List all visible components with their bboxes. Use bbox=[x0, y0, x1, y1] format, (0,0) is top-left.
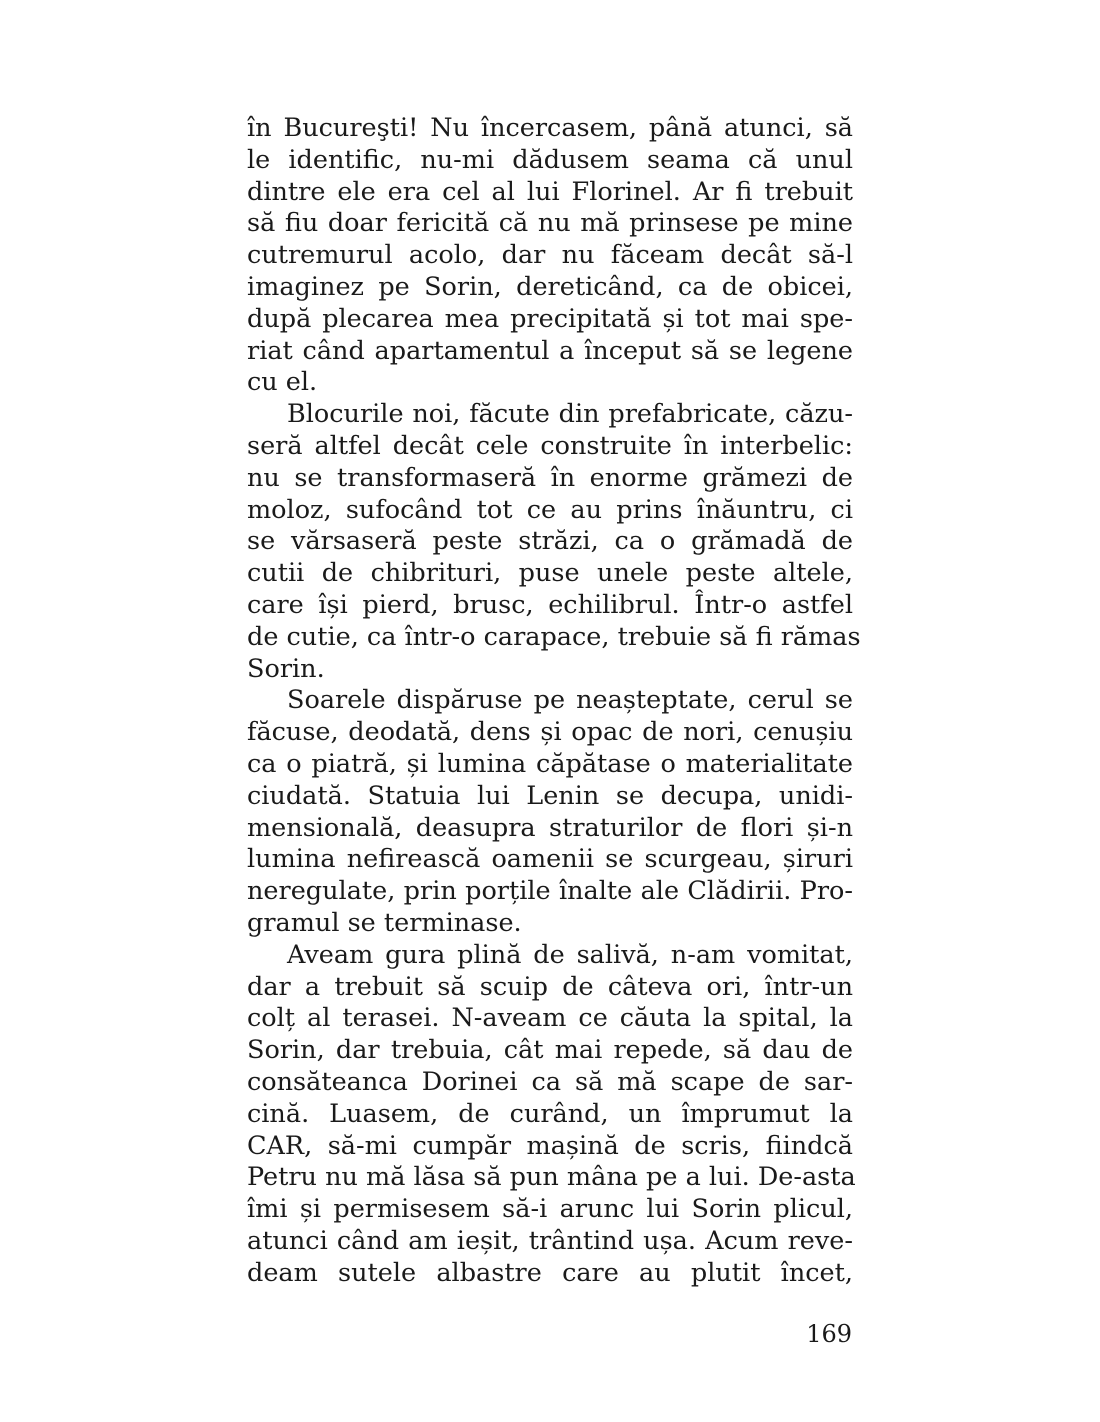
text-line: se vărsaseră peste străzi, ca o grămadă de bbox=[247, 526, 853, 557]
text-line: Blocurile noi, făcute din prefabricate, căzu- bbox=[287, 399, 853, 430]
text-line: nu se transformaseră în enorme grămezi de bbox=[247, 462, 853, 493]
text-line: care își pierd, brusc, echilibrul. Într-o astfel bbox=[247, 589, 853, 620]
text-line: de cutie, ca într-o carapace, trebuie să fi rămas bbox=[247, 621, 861, 652]
text-line: cu el. bbox=[247, 367, 318, 398]
text-line: dintre ele era cel al lui Florinel. Ar fi trebuit bbox=[247, 176, 853, 207]
text-line: Sorin, dar trebuia, cât mai repede, să dau de bbox=[247, 1035, 853, 1066]
text-line: făcuse, deodată, dens și opac de nori, cenușiu bbox=[247, 717, 853, 748]
text-line: Sorin. bbox=[247, 653, 325, 684]
text-line: Aveam gura plină de salivă, n-am vomitat, bbox=[287, 939, 853, 970]
text-line: mensională, deasupra straturilor de flori și-n bbox=[247, 812, 853, 843]
page-body bbox=[247, 113, 861, 1289]
text-line: deam sutele albastre care au plutit încet, bbox=[247, 1257, 853, 1288]
text-line: le identific, nu-mi dădusem seama că unul bbox=[247, 144, 853, 175]
text-line: seră altfel decât cele construite în interbelic: bbox=[247, 430, 853, 461]
text-line: în Bucureşti! Nu încercasem, până atunci, să bbox=[247, 113, 853, 143]
text-line: moloz, sufocând tot ce au prins înăuntru, ci bbox=[247, 494, 853, 525]
text-line: imaginez pe Sorin, dereticând, ca de obicei, bbox=[247, 271, 853, 302]
text-line: îmi și permisesem să-i arunc lui Sorin plicul, bbox=[247, 1194, 853, 1225]
text-line: neregulate, prin porțile înalte ale Clădirii. Pro- bbox=[247, 876, 853, 907]
text-line: după plecarea mea precipitată și tot mai spe- bbox=[247, 303, 853, 334]
text-line: gramul se terminase. bbox=[247, 907, 522, 938]
text-line: consăteanca Dorinei ca să mă scape de sar- bbox=[247, 1066, 853, 1097]
text-line: cutii de chibrituri, puse unele peste altele, bbox=[247, 558, 853, 589]
paragraph-2 bbox=[247, 399, 861, 685]
paragraph-1 bbox=[247, 113, 853, 399]
text-line: lumina nefirească oamenii se scurgeau, șiruri bbox=[247, 844, 853, 875]
text-line: cină. Luasem, de curând, un împrumut la bbox=[247, 1098, 853, 1129]
paragraph-4 bbox=[247, 939, 856, 1290]
text-line: ciudată. Statuia lui Lenin se decupa, unidi- bbox=[247, 780, 853, 811]
text-line: Soarele dispăruse pe neașteptate, cerul se bbox=[287, 685, 853, 716]
text-line: atunci când am ieșit, trântind ușa. Acum reve- bbox=[247, 1225, 853, 1256]
text-line: riat când apartamentul a început să se legene bbox=[247, 335, 853, 366]
paragraph-3 bbox=[247, 685, 853, 939]
text-line: Petru nu mă lăsa să pun mâna pe a lui. De-asta bbox=[247, 1162, 856, 1193]
text-line: să fiu doar fericită că nu mă prinsese pe mine bbox=[247, 208, 853, 239]
text-line: colț al terasei. N-aveam ce căuta la spital, la bbox=[247, 1003, 853, 1034]
text-line: ca o piatră, și lumina căpătase o materialitate bbox=[247, 748, 853, 779]
page-number: 169 bbox=[806, 1320, 852, 1348]
text-line: dar a trebuit să scuip de câteva ori, într-un bbox=[247, 971, 853, 1002]
text-line: CAR, să-mi cumpăr mașină de scris, fiindcă bbox=[247, 1130, 853, 1161]
text-line: cutremurul acolo, dar nu făceam decât să-l bbox=[247, 240, 853, 271]
